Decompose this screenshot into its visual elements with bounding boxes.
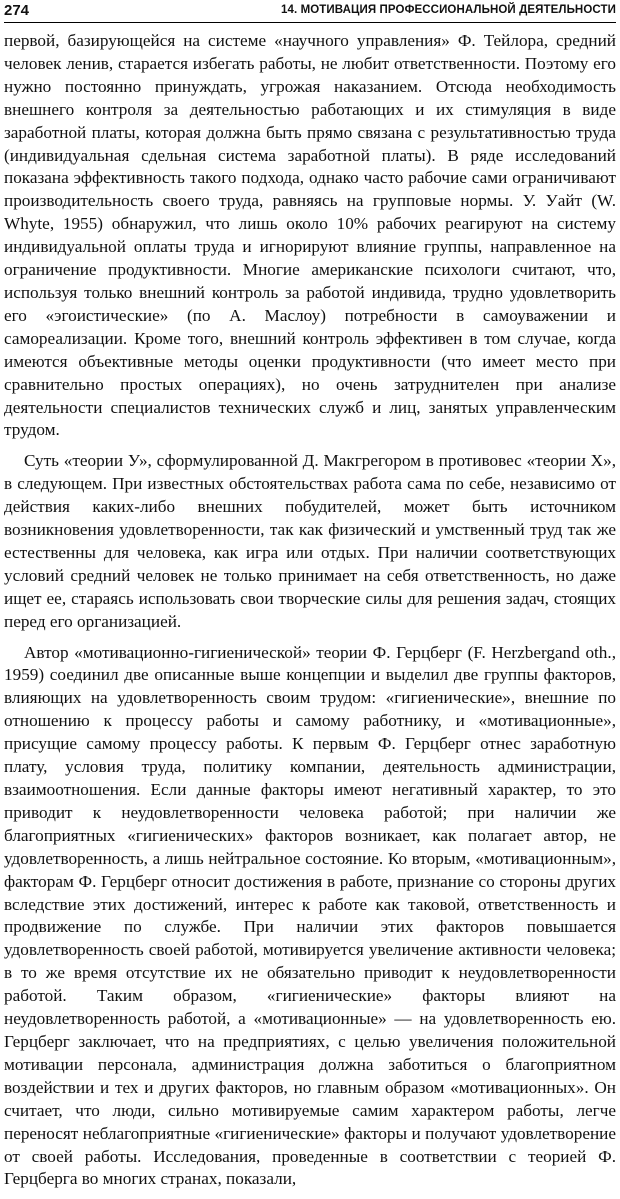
running-title: 14. МОТИВАЦИЯ ПРОФЕССИОНАЛЬНОЙ ДЕЯТЕЛЬНОСТИ — [280, 4, 616, 16]
paragraph: Суть «теории У», сформулированной Д. Макгрегором в противовес «теории X», в следующем. При известных обстоятельствах работа сама по себе, независимо от действия каких-либо внешних побудителей, может быть источником возникновения удовлетворенности, так как физический и умственный труд так же естественны для человека, как игра или отдых. При наличии соответствующих условий средний человек не только принимает на себя ответственность, но даже ищет ее, стараясь использовать свои творческие силы для решения задач, стоящих перед его организацией. — [4, 451, 616, 631]
page-number: 274 — [4, 2, 30, 19]
body-text — [4, 30, 616, 1199]
paragraph: Автор «мотивационно-гигиенической» теории Ф. Герцберг (F. Herzbergand oth., 1959) соединил две описанные выше концепции и выделил две группы факторов, влияющих на удовлетворенность своим трудом: «гигиенические», внешние по отношению к процессу работы и самому работнику, и «мотивационные», присущие самому процессу работы. К первым Ф. Герцберг отнес заработную плату, условия труда, политику компании, деятельность администрации, взаимоотношения. Если данные факторы имеют негативный характер, то это приводит к неудовлетворенности человека работой; при наличии же благоприятных «гигиенических» факторов возникает, как полагает автор, не удовлетворенность, а лишь нейтральное состояние. Ко вторым, «мотивационным», факторам Ф. Герцберг относит достижения в работе, признание со стороны других вследствие этих достижений, интерес к работе как таковой, ответственность и продвижение по службе. При наличии этих факторов повышается удовлетворенность своей работой, мотивируется увеличение активности человека; в то же время отсутствие их не обязательно приводит к неудовлетворенности работой. Таким образом, «гигиенические» факторы влияют на неудовлетворенность работой, а «мотивационные» — на удовлетворенность ею. Герцберг заключает, что на предприятиях, с целью увеличения положительной мотивации персонала, администрация должна заботиться о благоприятном воздействии и тех и других факторов, но главным образом «мотивационных». Он считает, что люди, сильно мотивируемые самим характером работы, легче переносят неблагоприятные «гигиенические» факторы и получают удовлетворение от своей работы. Исследования, проведенные в соответствии с теорией Ф. Герцберга во многих странах, показали, — [4, 642, 616, 1189]
paragraph: первой, базирующейся на системе «научного управления» Ф. Тейлора, средний человек ленив, старается избегать работы, не любит ответственности. Поэтому его нужно постоянно принуждать, угрожая наказанием. Отсюда необходимость внешнего контроля за деятельностью работающих и их стимуляция в виде заработной платы, которая должна быть прямо связана с результативностью труда (индивидуальная сдельная система заработной платы). В ряде исследований показана эффективность такого подхода, однако часто рабочие сами ограничивают производительность своего труда, равняясь на групповые нормы. У. Уайт (W. Whyte, 1955) обнаружил, что лишь около 10% рабочих реагируют на систему индивидуальной оплаты труда и игнорируют влияние группы, направленное на ограничение продуктивности. Многие американские психологи считают, что, используя только внешний контроль за работой индивида, трудно удовлетворить его «эгоистические» (по А. Маслоу) потребности в самоуважении и самореализации. Кроме того, внешний контроль эффективен в том случае, когда имеются объективные методы оценки продуктивности (что имеет место при сравнительно простых операциях), но очень затруднителен при анализе деятельности специалистов технических служб и лиц, занятых управленческим трудом. — [4, 31, 616, 440]
page-header — [4, 0, 616, 23]
